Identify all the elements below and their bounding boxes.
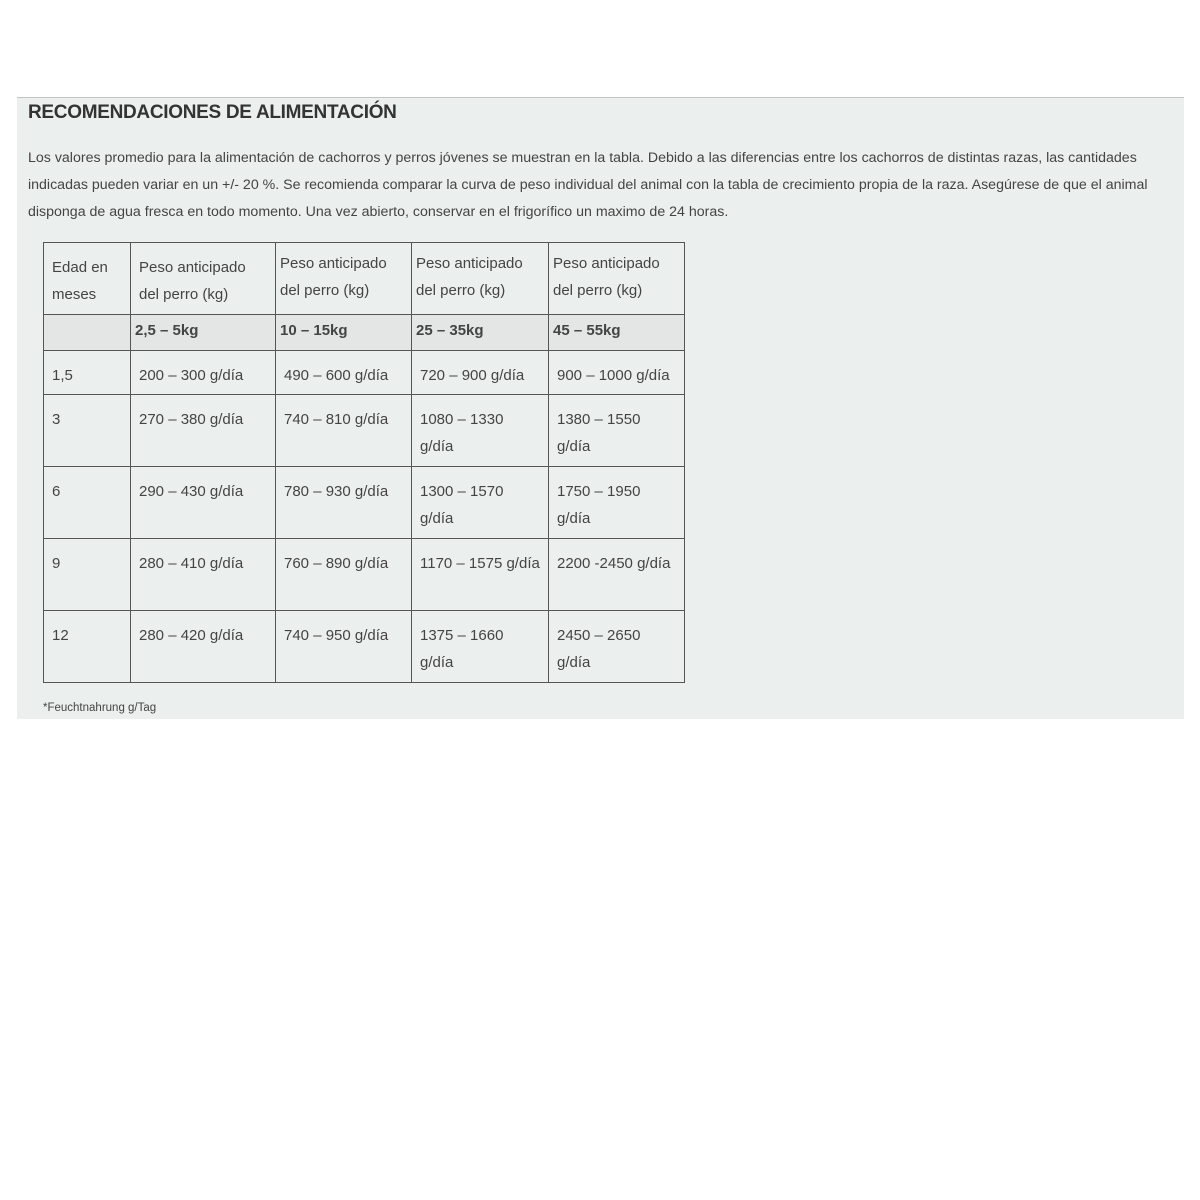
portion-value: 490 – 600 g/día: [284, 367, 389, 384]
table-cell: [44, 611, 131, 683]
header-cell: [276, 243, 412, 315]
header-weight-1: Peso anticipado del perro (kg): [139, 259, 246, 303]
portion-value: 2200 -2450 g/día: [557, 555, 671, 572]
header-cell: [44, 243, 131, 315]
header-cell: [549, 243, 685, 315]
table-cell: [131, 351, 276, 395]
weight-class-row: [44, 315, 685, 351]
weight-class-4: 45 – 55kg: [553, 322, 621, 339]
header-weight-4: Peso anticipado del perro (kg): [553, 255, 660, 299]
age-value: 1,5: [52, 367, 73, 384]
table-cell: [131, 539, 276, 611]
portion-value: 1380 – 1550 g/día: [557, 411, 641, 455]
table-cell: [44, 351, 131, 395]
table-cell: [412, 539, 549, 611]
header-weight-3: Peso anticipado del perro (kg): [416, 255, 523, 299]
header-cell: [131, 243, 276, 315]
weight-class-1: 2,5 – 5kg: [135, 322, 199, 339]
weight-class-cell: [549, 315, 685, 351]
table-cell: [44, 539, 131, 611]
table-cell: [549, 611, 685, 683]
portion-value: 280 – 420 g/día: [139, 627, 244, 644]
table-cell: [44, 395, 131, 467]
portion-value: 900 – 1000 g/día: [557, 367, 670, 384]
portion-value: 1375 – 1660 g/día: [420, 627, 504, 671]
header-cell: [412, 243, 549, 315]
weight-class-cell: [412, 315, 549, 351]
portion-value: 740 – 810 g/día: [284, 411, 389, 428]
table-cell: [549, 539, 685, 611]
table-cell: [276, 539, 412, 611]
table-row: [44, 467, 685, 539]
age-value: 12: [52, 627, 69, 644]
weight-class-2: 10 – 15kg: [280, 322, 348, 339]
table-cell: [549, 395, 685, 467]
weight-class-cell: [131, 315, 276, 351]
age-value: 6: [52, 483, 61, 500]
section-title: RECOMENDACIONES DE ALIMENTACIÓN: [28, 102, 397, 123]
table-cell: [412, 395, 549, 467]
portion-value: 1080 – 1330 g/día: [420, 411, 504, 455]
portion-value: 290 – 430 g/día: [139, 483, 244, 500]
weight-class-cell: [276, 315, 412, 351]
feeding-recommendations-panel: [17, 97, 1184, 719]
portion-value: 740 – 950 g/día: [284, 627, 389, 644]
portion-value: 760 – 890 g/día: [284, 555, 389, 572]
age-value: 9: [52, 555, 61, 572]
portion-value: 280 – 410 g/día: [139, 555, 244, 572]
table-cell: [276, 351, 412, 395]
feeding-table: [43, 242, 685, 683]
portion-value: 200 – 300 g/día: [139, 367, 244, 384]
intro-paragraph: Los valores promedio para la alimentación de cachorros y perros jóvenes se muestran en la tabla. Debido a las diferencias entre los cachorros de distintas razas, las cantidades indicadas pueden variar en un +/- 20 %. Se recomienda comparar la curva de peso individual del animal con la tabla de crecimiento propia de la raza. Asegúrese de que el animal disponga de agua fresca en todo momento. Una vez abierto, conservar en el frigorífico un maximo de 24 horas.: [28, 150, 1148, 220]
weight-class-cell: [44, 315, 131, 351]
table-cell: [131, 395, 276, 467]
table-row: [44, 395, 685, 467]
header-age: Edad en meses: [52, 259, 108, 303]
header-weight-2: Peso anticipado del perro (kg): [280, 255, 387, 299]
table-cell: [276, 395, 412, 467]
footnote: *Feuchtnahrung g/Tag: [43, 702, 157, 714]
table-cell: [44, 467, 131, 539]
table-row: [44, 351, 685, 395]
portion-value: 720 – 900 g/día: [420, 367, 525, 384]
table-cell: [276, 611, 412, 683]
table-cell: [549, 467, 685, 539]
portion-value: 2450 – 2650 g/día: [557, 627, 641, 671]
table-cell: [412, 351, 549, 395]
table-header-row: [44, 243, 685, 315]
table-cell: [412, 611, 549, 683]
weight-class-3: 25 – 35kg: [416, 322, 484, 339]
table-cell: [131, 611, 276, 683]
portion-value: 1750 – 1950 g/día: [557, 483, 641, 527]
table-cell: [131, 467, 276, 539]
portion-value: 270 – 380 g/día: [139, 411, 244, 428]
age-value: 3: [52, 411, 61, 428]
portion-value: 780 – 930 g/día: [284, 483, 389, 500]
table-row: [44, 611, 685, 683]
table-row: [44, 539, 685, 611]
weight-class-blank: [44, 315, 130, 317]
table-cell: [549, 351, 685, 395]
table-cell: [412, 467, 549, 539]
portion-value: 1300 – 1570 g/día: [420, 483, 504, 527]
table-cell: [276, 467, 412, 539]
portion-value: 1170 – 1575 g/día: [420, 555, 540, 572]
